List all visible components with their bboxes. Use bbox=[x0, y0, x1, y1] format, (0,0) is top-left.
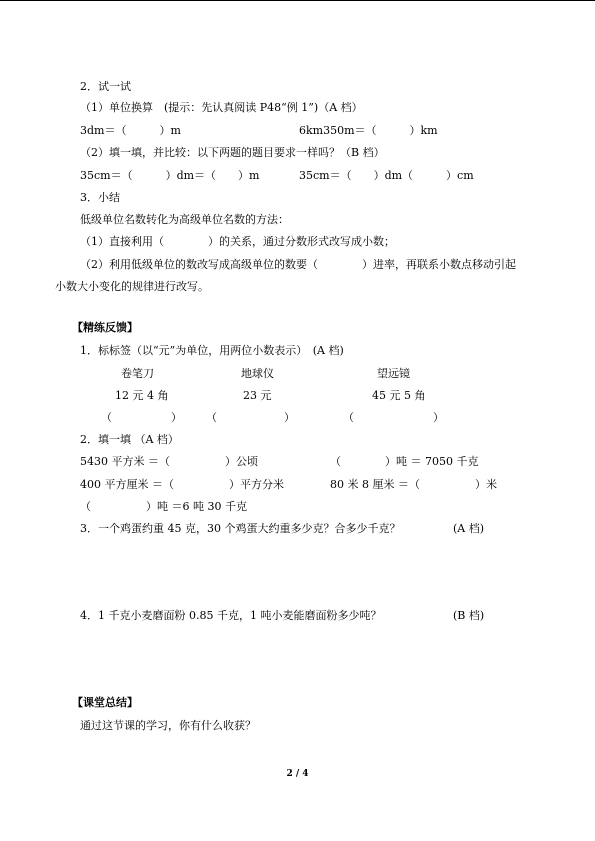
feedback-q2-title: 2．填一填 （A 档） bbox=[80, 433, 179, 446]
item-price-telescope: 45 元 5 角 bbox=[372, 389, 426, 402]
q2-title: （2）填一填，并比较：以下两题的题目要求一样吗？（B 档） bbox=[80, 146, 385, 159]
feedback-q4: 4．1 千克小麦磨面粉 0.85 千克，1 吨小麦能磨面粉多少吨？ bbox=[80, 609, 382, 622]
summary-question: 通过这节课的学习，你有什么收获？ bbox=[80, 719, 256, 732]
q1-title: （1）单位换算 (提示：先认真阅读 P48“例 1”)（A 档） bbox=[80, 101, 363, 114]
answer-blank-close-3: ） bbox=[433, 411, 444, 424]
fill-length-conversion: 80 米 8 厘米 ＝（ ）米 bbox=[330, 478, 497, 491]
q2-item-b: 35cm＝（ ）dm（ ）cm bbox=[299, 169, 474, 182]
answer-blank-open-1: （ bbox=[101, 411, 112, 424]
item-price-pencil-sharpener: 12 元 4 角 bbox=[115, 389, 169, 402]
feedback-q3-level: (A 档) bbox=[453, 522, 485, 535]
header-rule bbox=[0, 0, 595, 1]
summary-intro: 低级单位名数转化为高级单位名数的方法： bbox=[80, 213, 289, 226]
method-1: （1）直接利用（ ）的关系，通过分数形式改写成小数； bbox=[80, 235, 395, 248]
item-name-globe: 地球仪 bbox=[241, 367, 274, 380]
item-price-globe: 23 元 bbox=[243, 389, 272, 402]
page-number: 2 / 4 bbox=[286, 769, 309, 779]
fill-square-cm-conversion: 400 平方厘米 ＝（ ）平方分米 bbox=[80, 478, 284, 491]
item-name-pencil-sharpener: 卷笔刀 bbox=[121, 367, 154, 380]
feedback-q4-level: (B 档) bbox=[453, 609, 485, 622]
answer-blank-close-2: ） bbox=[284, 411, 295, 424]
fill-area-conversion: 5430 平方米 ＝（ ）公顷 bbox=[80, 455, 258, 468]
feedback-q3: 3．一个鸡蛋约重 45 克，30 个鸡蛋大约重多少克？合多少千克？ bbox=[80, 522, 401, 535]
method-2-line1: （2）利用低级单位的数改写成高级单位的数要（ ）进率，再联系小数点移动引起 bbox=[80, 258, 516, 271]
feedback-q1-title: 1．标标签（以“元”为单位，用两位小数表示） (A 档) bbox=[80, 344, 344, 357]
section-3-title: 3．小结 bbox=[80, 191, 120, 204]
item-name-telescope: 望远镜 bbox=[377, 367, 410, 380]
q1-item-b: 6km350m＝（ ）km bbox=[299, 124, 438, 137]
section-2-title: 2．试一试 bbox=[80, 80, 131, 93]
answer-blank-open-3: （ bbox=[343, 411, 354, 424]
q1-item-a: 3dm＝（ ）m bbox=[80, 124, 181, 137]
feedback-heading: 【精练反馈】 bbox=[72, 321, 138, 334]
method-2-line2: 小数大小变化的规律进行改写。 bbox=[55, 280, 209, 293]
answer-blank-close-1: ） bbox=[171, 411, 182, 424]
fill-mass-conversion: （ ）吨 ＝ 7050 千克 bbox=[330, 455, 479, 468]
q2-item-a: 35cm＝（ ）dm＝（ ）m bbox=[80, 169, 260, 182]
answer-blank-open-2: （ bbox=[206, 411, 217, 424]
summary-heading: 【课堂总结】 bbox=[72, 696, 138, 709]
fill-ton-conversion: （ ）吨 ＝6 吨 30 千克 bbox=[80, 500, 247, 513]
